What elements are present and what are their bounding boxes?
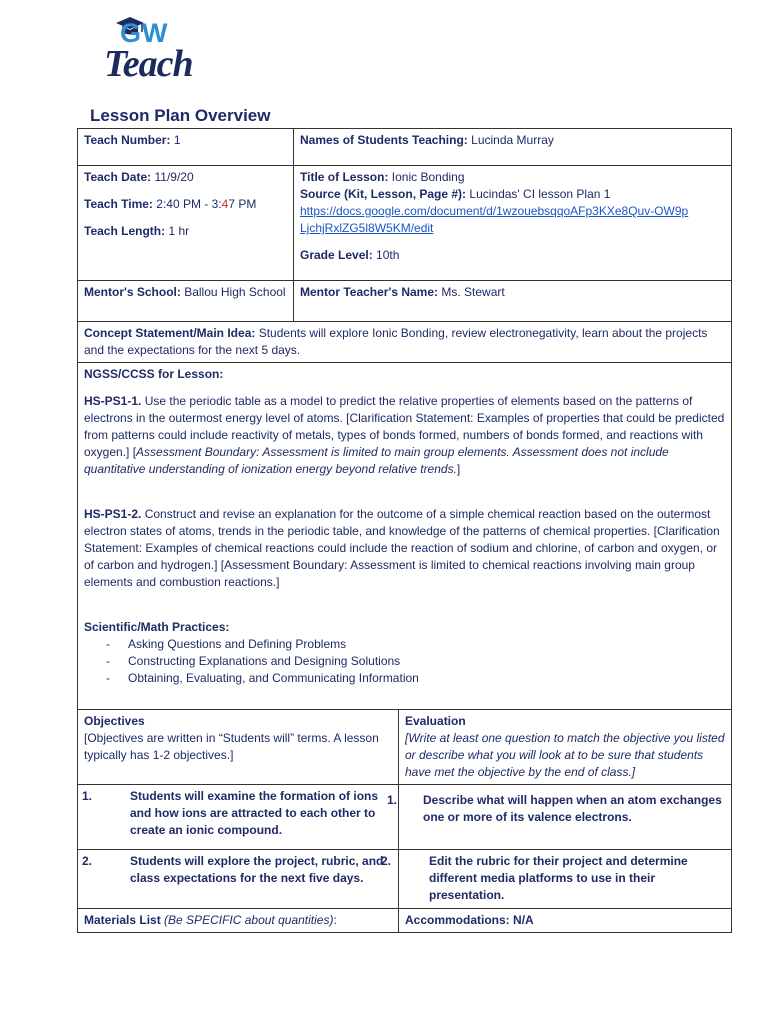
- cell-objective-2: [78, 850, 399, 909]
- lesson-plan-table: [77, 128, 732, 933]
- concept-label: Concept Statement/Main Idea:: [84, 326, 256, 340]
- standard-1-text: Use the periodic table as a model to predict the relative properties of elements based on the patterns of electrons in the outermost energy level of atoms. [Clarification Statement: Examples of properties that could be predicted from patterns could include reactivity of metals, types of bonds formed, numbers of bonds formed, and reactions with oxygen.] [: [84, 394, 725, 459]
- objective-2-num: 2.: [82, 854, 93, 868]
- row-teach-details: [78, 166, 732, 281]
- page-title: [90, 106, 270, 126]
- students-label: Names of Students Teaching:: [300, 133, 468, 147]
- practices-label: Scientific/Math Practices:: [84, 620, 230, 634]
- standard-2-code: HS-PS1-2.: [84, 507, 142, 521]
- objective-1-text: Students will examine the formation of ions and how ions are attracted to each other to create an ionic compound.: [130, 789, 379, 837]
- mentor-teacher-value: Ms. Stewart: [441, 285, 505, 299]
- source-value: Lucindas' CI lesson Plan 1: [469, 187, 611, 201]
- teach-length-value: 1 hr: [168, 224, 190, 238]
- logo-teach-text: Teach: [104, 43, 193, 85]
- cell-evaluation-1: [387, 785, 732, 850]
- source-label: Source (Kit, Lesson, Page #):: [300, 187, 467, 201]
- evaluation-1-text: Describe what will happen when an atom exchanges one or more of its valence electrons.: [423, 793, 722, 824]
- row-objective-1: [78, 785, 732, 850]
- teach-length-label: Teach Length:: [84, 224, 166, 238]
- mentor-teacher-label: Mentor Teacher's Name:: [300, 285, 439, 299]
- ngss-label: NGSS/CCSS for Lesson:: [84, 367, 224, 381]
- logo-gw-text: GW: [120, 18, 169, 48]
- cell-evaluation-2: [381, 850, 732, 909]
- cell-mentor-school: [78, 281, 294, 322]
- cell-ngss-standards: [78, 363, 732, 710]
- teach-time-value-b: 7 PM: [228, 197, 257, 211]
- cell-materials: [78, 909, 399, 933]
- students-value: Lucinda Murray: [471, 133, 554, 147]
- teach-number-value: 1: [173, 133, 181, 147]
- accommodations-value: N/A: [513, 913, 534, 927]
- objective-1-num: 1.: [82, 789, 93, 803]
- practice-item: - Asking Questions and Defining Problems: [106, 636, 725, 653]
- evaluation-2-text: Edit the rubric for their project and determine different media platforms to use in their presentation.: [429, 854, 688, 902]
- materials-label: Materials List: [84, 913, 161, 927]
- accommodations-label: Accommodations:: [405, 913, 510, 927]
- materials-colon: :: [333, 913, 337, 927]
- cell-teach-number: [78, 129, 294, 166]
- evaluation-1-num: 1.: [387, 793, 398, 807]
- objective-2-text: Students will explore the project, rubric, and class expectations for the next five days.: [130, 854, 384, 885]
- standard-1-boundary: Assessment Boundary: Assessment is limited to main group elements. Assessment does not include quantitative understanding of ionization energy beyond relative trends.: [84, 445, 669, 476]
- cell-teach-date-time: [78, 166, 294, 281]
- row-materials: [78, 909, 732, 933]
- row-teach-number: [78, 129, 732, 166]
- cell-students-teaching: [294, 129, 732, 166]
- grade-value: 10th: [376, 248, 400, 262]
- evaluation-header: Evaluation: [405, 714, 466, 728]
- cell-objectives-header: [78, 710, 399, 785]
- source-link[interactable]: [300, 203, 725, 237]
- lesson-title-value: Ionic Bonding: [391, 170, 465, 184]
- page-title-part2: Overview: [194, 106, 271, 125]
- standard-1-code: HS-PS1-1.: [84, 394, 142, 408]
- cell-accommodations: [399, 909, 732, 933]
- practice-item: - Constructing Explanations and Designing Solutions: [106, 653, 725, 670]
- row-ngss: [78, 363, 732, 710]
- standard-hs-ps1-2: [84, 506, 725, 591]
- standard-1-end: ]: [456, 462, 461, 476]
- objectives-note: [Objectives are written in “Students will” terms. A lesson typically has 1-2 objectives.]: [84, 731, 379, 762]
- row-objectives-header: [78, 710, 732, 785]
- cell-lesson-title-source: [294, 166, 732, 281]
- cell-objective-1: [78, 785, 399, 850]
- source-link-line2[interactable]: LjchjRxlZG5l8W5KM/edit: [300, 221, 434, 235]
- cell-concept-statement: [78, 322, 732, 363]
- teach-time-value-a: 2:40 PM - 3:: [156, 197, 222, 211]
- gw-teach-logo: [100, 12, 212, 90]
- practice-item: - Obtaining, Evaluating, and Communicating Information: [106, 670, 725, 687]
- teach-number-label: Teach Number:: [84, 133, 171, 147]
- teach-time-value-red: 4: [221, 197, 229, 211]
- evaluation-2-num: 2.: [381, 854, 392, 868]
- row-objective-2: [78, 850, 732, 909]
- cell-evaluation-header: [399, 710, 732, 785]
- standard-hs-ps1-1: [84, 393, 725, 478]
- evaluation-note: [Write at least one question to match the objective you listed or describe what you will look at to be sure that students have met the objective by the end of class.]: [405, 731, 725, 779]
- concept-value: Students will explore Ionic Bonding, review electronegativity, learn about the projects and the expectations for the next 5 days.: [84, 326, 708, 357]
- materials-note: (Be SPECIFIC about quantities): [164, 913, 334, 927]
- standard-2-text: Construct and revise an explanation for the outcome of a simple chemical reaction based on the outermost electron states of atoms, trends in the periodic table, and knowledge of the patterns of chemical properties. [Clarification Statement: Examples of chemical reactions could include the reaction of sodium and chlorine, of carbon and oxygen, or of carbon and hydrogen.] [Assessment Boundary: Assessment is limited to chemical reactions involving main group elements and combustion reactions.]: [84, 507, 720, 589]
- teach-date-value: 11/9/20: [154, 170, 194, 184]
- objectives-header: Objectives: [84, 714, 145, 728]
- teach-date-label: Teach Date:: [84, 170, 152, 184]
- grade-label: Grade Level:: [300, 248, 373, 262]
- row-concept: [78, 322, 732, 363]
- teach-time-label: Teach Time:: [84, 197, 153, 211]
- lesson-title-label: Title of Lesson:: [300, 170, 389, 184]
- mentor-school-label: Mentor's School:: [84, 285, 181, 299]
- practices-list: [84, 636, 725, 687]
- row-mentor: [78, 281, 732, 322]
- cell-mentor-teacher: [294, 281, 732, 322]
- source-link-line1[interactable]: https://docs.google.com/document/d/1wzouebsqqoAFp3KXe8Quv-OW9p: [300, 204, 689, 218]
- page-title-part1: Lesson Plan: [90, 106, 191, 125]
- mentor-school-value: Ballou High School: [184, 285, 286, 299]
